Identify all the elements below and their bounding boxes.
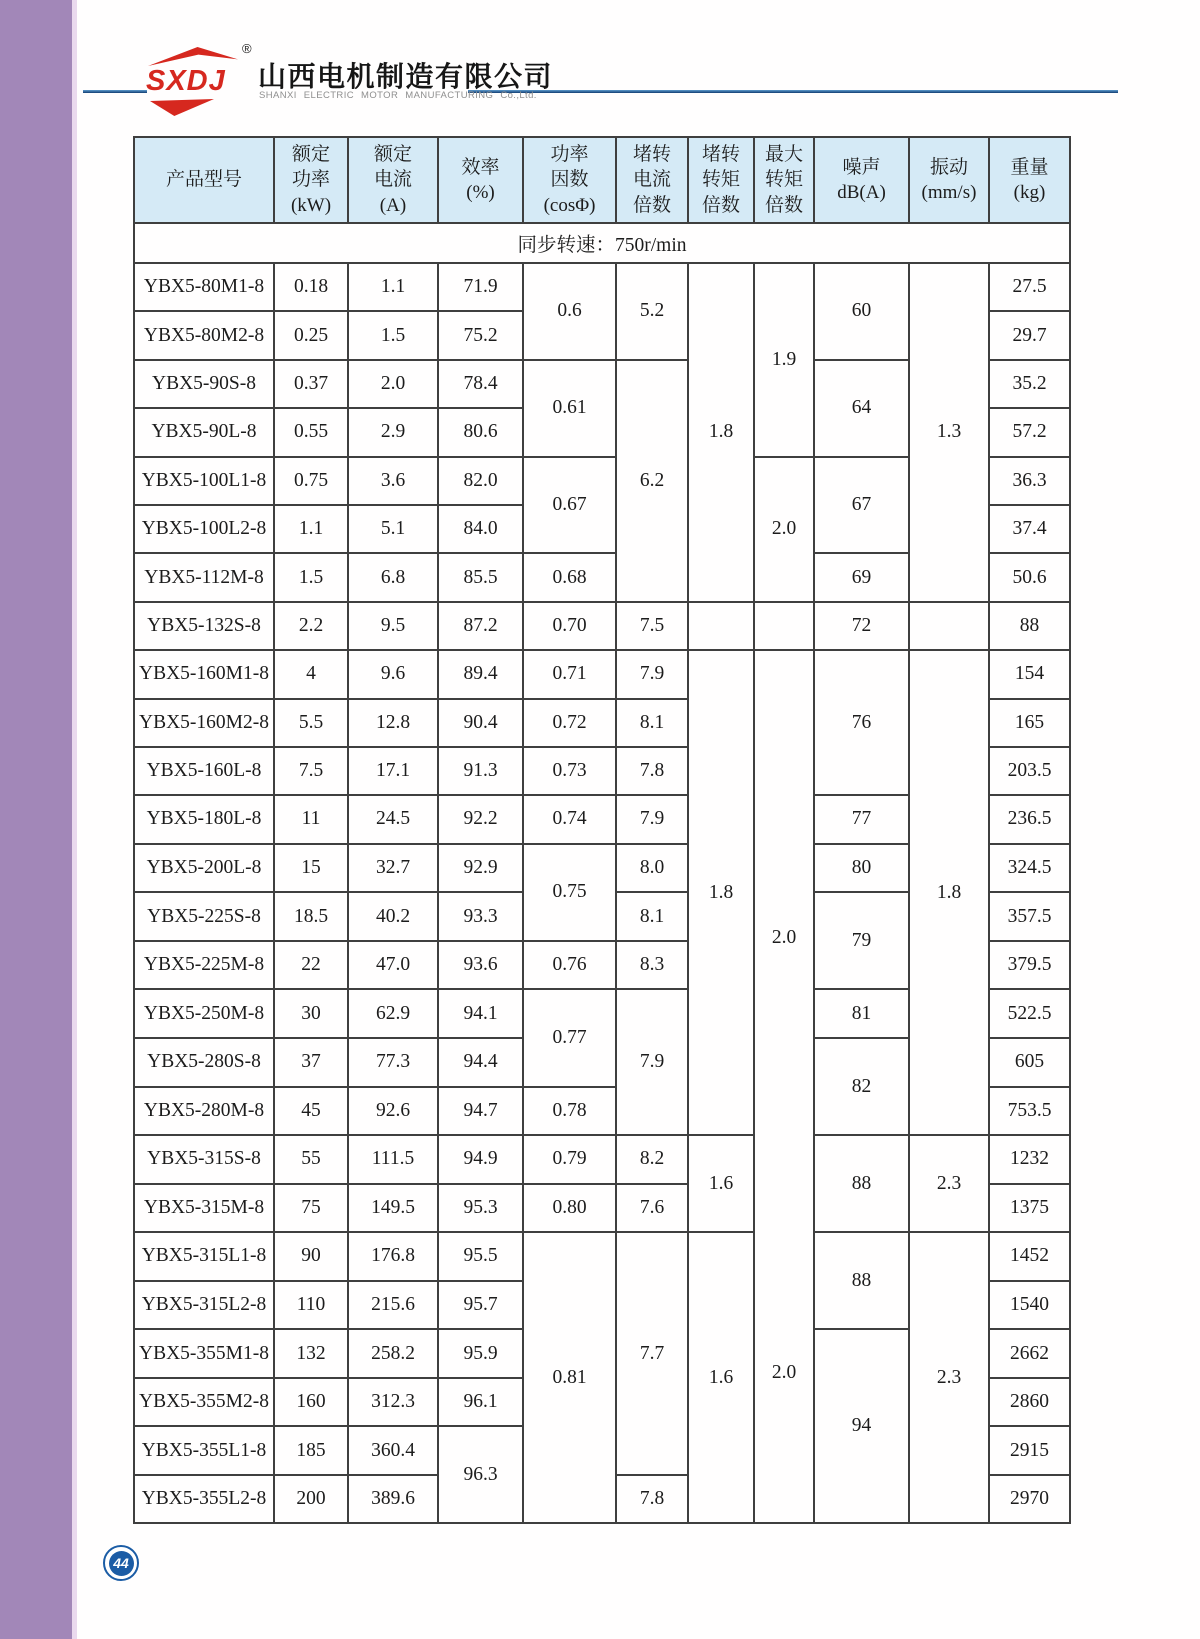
- cell-rated_power-14: 18.5: [274, 892, 348, 941]
- cell-rated_power-22: 110: [274, 1281, 348, 1329]
- cell-efficiency-1: 71.9: [438, 263, 523, 311]
- table-row: [134, 602, 1070, 650]
- cell-locked_current_ratio-26: 7.8: [616, 1475, 688, 1523]
- cell-efficiency-13: 92.9: [438, 844, 523, 893]
- cell-rated_current-1: 1.1: [348, 263, 438, 311]
- cell-noise-1: 60: [814, 263, 909, 360]
- cell-rated_power-25: 185: [274, 1426, 348, 1475]
- cell-efficiency-25: 96.3: [438, 1426, 523, 1523]
- cell-rated_power-26: 200: [274, 1475, 348, 1523]
- cell-weight-5: 36.3: [989, 457, 1070, 505]
- cell-efficiency-9: 89.4: [438, 650, 523, 698]
- cell-rated_current-24: 312.3: [348, 1378, 438, 1426]
- cell-model-24: YBX5-355M2-8: [134, 1378, 274, 1426]
- cell-rated_power-19: 55: [274, 1135, 348, 1184]
- cell-model-15: YBX5-225M-8: [134, 941, 274, 989]
- cell-weight-14: 357.5: [989, 892, 1070, 941]
- cell-model-21: YBX5-315L1-8: [134, 1232, 274, 1281]
- cell-rated_power-9: 4: [274, 650, 348, 698]
- speed-subheader: 同步转速：750r/min: [134, 223, 1070, 263]
- cell-weight-9: 154: [989, 650, 1070, 698]
- cell-weight-6: 37.4: [989, 505, 1070, 553]
- cell-rated_current-9: 9.6: [348, 650, 438, 698]
- cell-power_factor-10: 0.72: [523, 699, 616, 747]
- motor-spec-table: [133, 136, 1071, 1524]
- cell-weight-4: 57.2: [989, 408, 1070, 456]
- cell-locked_current_ratio-13: 8.0: [616, 844, 688, 893]
- cell-efficiency-4: 80.6: [438, 408, 523, 456]
- cell-part-max_torque_ratio: 2.0: [771, 926, 797, 948]
- cell-rated_current-11: 17.1: [348, 747, 438, 795]
- cell-rated_current-26: 389.6: [348, 1475, 438, 1523]
- cell-rated_power-5: 0.75: [274, 457, 348, 505]
- cell-power_factor-21: 0.81: [523, 1232, 616, 1523]
- cell-vibration-1: 1.3: [909, 263, 989, 602]
- cell-weight-16: 522.5: [989, 989, 1070, 1038]
- cell-weight-11: 203.5: [989, 747, 1070, 795]
- cell-weight-8: 88: [989, 602, 1070, 650]
- cell-weight-21: 1452: [989, 1232, 1070, 1281]
- cell-rated_power-20: 75: [274, 1184, 348, 1232]
- cell-rated_current-3: 2.0: [348, 360, 438, 408]
- cell-model-2: YBX5-80M2-8: [134, 311, 274, 359]
- cell-weight-19: 1232: [989, 1135, 1070, 1184]
- cell-rated_power-17: 37: [274, 1038, 348, 1087]
- cell-locked_current_ratio-9: 7.9: [616, 650, 688, 698]
- cell-noise-5: 67: [814, 457, 909, 554]
- company-name-cn: 山西电机制造有限公司: [258, 61, 554, 92]
- cell-power_factor-16: 0.77: [523, 989, 616, 1086]
- col-header-rated_current: 额定 电流 (A): [348, 137, 438, 223]
- cell-locked_torque_ratio-8: [688, 602, 754, 650]
- cell-efficiency-18: 94.7: [438, 1087, 523, 1135]
- cell-rated_current-5: 3.6: [348, 457, 438, 505]
- col-header-model: 产品型号: [134, 137, 274, 223]
- cell-vibration-21: 2.3: [909, 1232, 989, 1523]
- cell-noise-13: 80: [814, 844, 909, 893]
- cell-model-3: YBX5-90S-8: [134, 360, 274, 408]
- cell-rated_power-11: 7.5: [274, 747, 348, 795]
- cell-model-23: YBX5-355M1-8: [134, 1329, 274, 1378]
- cell-model-4: YBX5-90L-8: [134, 408, 274, 456]
- cell-model-16: YBX5-250M-8: [134, 989, 274, 1038]
- cell-rated_current-10: 12.8: [348, 699, 438, 747]
- cell-locked_current_ratio-1: 5.2: [616, 263, 688, 360]
- page-number: 44: [109, 1551, 134, 1576]
- cell-weight-26: 2970: [989, 1475, 1070, 1523]
- cell-efficiency-3: 78.4: [438, 360, 523, 408]
- cell-power_factor-13: 0.75: [523, 844, 616, 941]
- cell-weight-17: 605: [989, 1038, 1070, 1087]
- cell-efficiency-6: 84.0: [438, 505, 523, 553]
- cell-locked_current_ratio-15: 8.3: [616, 941, 688, 989]
- cell-noise-8: 72: [814, 602, 909, 650]
- cell-power_factor-7: 0.68: [523, 553, 616, 601]
- cell-rated_power-15: 22: [274, 941, 348, 989]
- cell-locked_current_ratio-3: 6.2: [616, 360, 688, 602]
- cell-weight-23: 2662: [989, 1329, 1070, 1378]
- cell-power_factor-5: 0.67: [523, 457, 616, 554]
- cell-noise-21: 88: [814, 1232, 909, 1329]
- cell-efficiency-24: 96.1: [438, 1378, 523, 1426]
- cell-efficiency-2: 75.2: [438, 311, 523, 359]
- cell-rated_current-16: 62.9: [348, 989, 438, 1038]
- cell-model-6: YBX5-100L2-8: [134, 505, 274, 553]
- cell-model-11: YBX5-160L-8: [134, 747, 274, 795]
- cell-model-26: YBX5-355L2-8: [134, 1475, 274, 1523]
- table-row: [134, 1232, 1070, 1281]
- cell-rated_current-25: 360.4: [348, 1426, 438, 1475]
- left-accent-band: [0, 0, 72, 1639]
- header-rule-left: [83, 90, 147, 93]
- cell-efficiency-5: 82.0: [438, 457, 523, 505]
- col-header-noise: 噪声 dB(A): [814, 137, 909, 223]
- cell-rated_power-2: 0.25: [274, 311, 348, 359]
- col-header-locked_torque_ratio: 堵转 转矩 倍数: [688, 137, 754, 223]
- cell-rated_current-8: 9.5: [348, 602, 438, 650]
- cell-rated_power-24: 160: [274, 1378, 348, 1426]
- cell-rated_power-3: 0.37: [274, 360, 348, 408]
- cell-rated_power-16: 30: [274, 989, 348, 1038]
- cell-noise-7: 69: [814, 553, 909, 601]
- cell-model-5: YBX5-100L1-8: [134, 457, 274, 505]
- cell-rated_current-7: 6.8: [348, 553, 438, 601]
- cell-locked_current_ratio-16: 7.9: [616, 989, 688, 1135]
- cell-locked_torque_ratio-9: 1.8: [688, 650, 754, 1135]
- cell-power_factor-20: 0.80: [523, 1184, 616, 1232]
- cell-model-17: YBX5-280S-8: [134, 1038, 274, 1087]
- cell-model-8: YBX5-132S-8: [134, 602, 274, 650]
- cell-model-12: YBX5-180L-8: [134, 795, 274, 843]
- cell-efficiency-16: 94.1: [438, 989, 523, 1038]
- cell-efficiency-10: 90.4: [438, 699, 523, 747]
- logo-swoosh-top-icon: [148, 47, 238, 67]
- cell-locked_current_ratio-11: 7.8: [616, 747, 688, 795]
- cell-weight-22: 1540: [989, 1281, 1070, 1329]
- cell-rated_power-10: 5.5: [274, 699, 348, 747]
- cell-rated_power-13: 15: [274, 844, 348, 893]
- header-rule-right: [468, 90, 1118, 93]
- cell-weight-15: 379.5: [989, 941, 1070, 989]
- table-row: [134, 1135, 1070, 1184]
- cell-noise-19: 88: [814, 1135, 909, 1232]
- cell-efficiency-20: 95.3: [438, 1184, 523, 1232]
- cell-rated_power-4: 0.55: [274, 408, 348, 456]
- cell-locked_current_ratio-20: 7.6: [616, 1184, 688, 1232]
- cell-noise-16: 81: [814, 989, 909, 1038]
- cell-rated_current-23: 258.2: [348, 1329, 438, 1378]
- col-header-weight: 重量 (kg): [989, 137, 1070, 223]
- cell-power_factor-9: 0.71: [523, 650, 616, 698]
- cell-locked_current_ratio-8: 7.5: [616, 602, 688, 650]
- cell-model-25: YBX5-355L1-8: [134, 1426, 274, 1475]
- cell-power_factor-18: 0.78: [523, 1087, 616, 1135]
- cell-part-max_torque_ratio: 2.0: [771, 1362, 797, 1384]
- cell-rated_current-13: 32.7: [348, 844, 438, 893]
- cell-efficiency-7: 85.5: [438, 553, 523, 601]
- cell-model-13: YBX5-200L-8: [134, 844, 274, 893]
- cell-power_factor-11: 0.73: [523, 747, 616, 795]
- cell-noise-12: 77: [814, 795, 909, 843]
- cell-rated_current-15: 47.0: [348, 941, 438, 989]
- cell-rated_current-17: 77.3: [348, 1038, 438, 1087]
- cell-weight-12: 236.5: [989, 795, 1070, 843]
- cell-locked_current_ratio-19: 8.2: [616, 1135, 688, 1184]
- cell-rated_current-21: 176.8: [348, 1232, 438, 1281]
- company-name-en: SHANXI ELECTRIC MOTOR MANUFACTURING Co.,Ltd.: [259, 90, 537, 101]
- cell-efficiency-12: 92.2: [438, 795, 523, 843]
- cell-rated_current-19: 111.5: [348, 1135, 438, 1184]
- cell-max_torque_ratio-1: 1.9: [754, 263, 814, 457]
- cell-noise-9: 76: [814, 650, 909, 795]
- cell-efficiency-15: 93.6: [438, 941, 523, 989]
- col-header-power_factor: 功率 因数 (cosΦ): [523, 137, 616, 223]
- cell-power_factor-15: 0.76: [523, 941, 616, 989]
- cell-rated_current-18: 92.6: [348, 1087, 438, 1135]
- cell-max_torque_ratio-9: [754, 650, 814, 1523]
- cell-weight-7: 50.6: [989, 553, 1070, 601]
- cell-efficiency-17: 94.4: [438, 1038, 523, 1087]
- cell-rated_power-6: 1.1: [274, 505, 348, 553]
- cell-power_factor-1: 0.6: [523, 263, 616, 360]
- cell-rated_current-12: 24.5: [348, 795, 438, 843]
- cell-noise-23: 94: [814, 1329, 909, 1523]
- cell-locked_torque_ratio-1: 1.8: [688, 263, 754, 602]
- cell-power_factor-19: 0.79: [523, 1135, 616, 1184]
- cell-weight-24: 2860: [989, 1378, 1070, 1426]
- brand-logo: [146, 41, 256, 109]
- cell-weight-3: 35.2: [989, 360, 1070, 408]
- table-row: [134, 650, 1070, 698]
- cell-power_factor-12: 0.74: [523, 795, 616, 843]
- col-header-max_torque_ratio: 最大 转矩 倍数: [754, 137, 814, 223]
- cell-model-10: YBX5-160M2-8: [134, 699, 274, 747]
- cell-rated_power-8: 2.2: [274, 602, 348, 650]
- cell-rated_power-23: 132: [274, 1329, 348, 1378]
- col-header-efficiency: 效率 (%): [438, 137, 523, 223]
- cell-locked_torque_ratio-21: 1.6: [688, 1232, 754, 1523]
- cell-rated_current-22: 215.6: [348, 1281, 438, 1329]
- cell-rated_current-20: 149.5: [348, 1184, 438, 1232]
- cell-model-14: YBX5-225S-8: [134, 892, 274, 941]
- cell-rated_power-18: 45: [274, 1087, 348, 1135]
- page-number-badge: [103, 1545, 139, 1581]
- cell-model-18: YBX5-280M-8: [134, 1087, 274, 1135]
- cell-weight-1: 27.5: [989, 263, 1070, 311]
- cell-rated_power-1: 0.18: [274, 263, 348, 311]
- cell-rated_power-7: 1.5: [274, 553, 348, 601]
- cell-weight-25: 2915: [989, 1426, 1070, 1475]
- cell-efficiency-19: 94.9: [438, 1135, 523, 1184]
- cell-model-7: YBX5-112M-8: [134, 553, 274, 601]
- brand-logo-text: SXDJ: [146, 65, 226, 97]
- cell-vibration-19: 2.3: [909, 1135, 989, 1232]
- cell-rated_current-2: 1.5: [348, 311, 438, 359]
- cell-noise-14: 79: [814, 892, 909, 989]
- cell-efficiency-11: 91.3: [438, 747, 523, 795]
- cell-model-1: YBX5-80M1-8: [134, 263, 274, 311]
- col-header-rated_power: 额定 功率 (kW): [274, 137, 348, 223]
- col-header-vibration: 振动 (mm/s): [909, 137, 989, 223]
- cell-efficiency-22: 95.7: [438, 1281, 523, 1329]
- cell-power_factor-8: 0.70: [523, 602, 616, 650]
- left-accent-band-edge: [72, 0, 77, 1639]
- cell-rated_current-14: 40.2: [348, 892, 438, 941]
- cell-rated_current-6: 5.1: [348, 505, 438, 553]
- cell-rated_power-12: 11: [274, 795, 348, 843]
- cell-locked_torque_ratio-19: 1.6: [688, 1135, 754, 1232]
- table-row: [134, 263, 1070, 311]
- cell-weight-20: 1375: [989, 1184, 1070, 1232]
- cell-efficiency-14: 93.3: [438, 892, 523, 941]
- cell-model-9: YBX5-160M1-8: [134, 650, 274, 698]
- cell-model-22: YBX5-315L2-8: [134, 1281, 274, 1329]
- cell-weight-2: 29.7: [989, 311, 1070, 359]
- cell-weight-13: 324.5: [989, 844, 1070, 893]
- cell-weight-18: 753.5: [989, 1087, 1070, 1135]
- cell-locked_current_ratio-10: 8.1: [616, 699, 688, 747]
- cell-max_torque_ratio-8: [754, 602, 814, 650]
- col-header-locked_current_ratio: 堵转 电流 倍数: [616, 137, 688, 223]
- cell-noise-3: 64: [814, 360, 909, 457]
- cell-weight-10: 165: [989, 699, 1070, 747]
- cell-rated_current-4: 2.9: [348, 408, 438, 456]
- cell-model-20: YBX5-315M-8: [134, 1184, 274, 1232]
- cell-locked_current_ratio-21: 7.7: [616, 1232, 688, 1475]
- cell-efficiency-23: 95.9: [438, 1329, 523, 1378]
- registered-trademark-icon: ®: [242, 41, 252, 56]
- cell-vibration-8: [909, 602, 989, 650]
- cell-efficiency-8: 87.2: [438, 602, 523, 650]
- cell-power_factor-3: 0.61: [523, 360, 616, 457]
- cell-efficiency-21: 95.5: [438, 1232, 523, 1281]
- cell-vibration-9: 1.8: [909, 650, 989, 1135]
- logo-swoosh-bottom-icon: [150, 99, 214, 116]
- cell-locked_current_ratio-14: 8.1: [616, 892, 688, 941]
- cell-model-19: YBX5-315S-8: [134, 1135, 274, 1184]
- cell-locked_current_ratio-12: 7.9: [616, 795, 688, 843]
- cell-noise-17: 82: [814, 1038, 909, 1135]
- cell-max_torque_ratio-5: 2.0: [754, 457, 814, 602]
- cell-rated_power-21: 90: [274, 1232, 348, 1281]
